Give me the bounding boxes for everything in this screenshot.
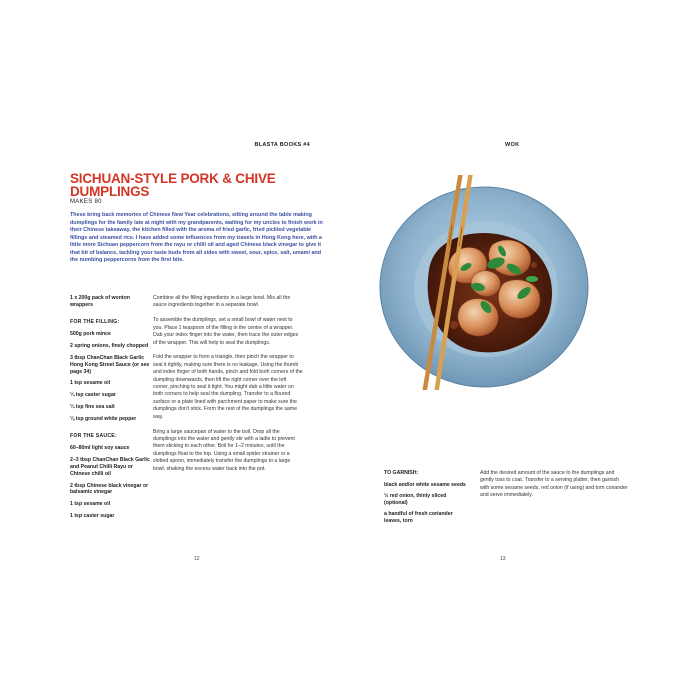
sauce-heading: FOR THE SAUCE: — [70, 432, 117, 439]
filling-item: ⅛ tsp ground white pepper — [70, 415, 137, 422]
recipe-title: SICHUAN-STYLE PORK & CHIVE DUMPLINGS — [70, 171, 276, 199]
sauce-item: 2 tbsp Chinese black vinegar or balsamic vinegar — [70, 482, 149, 496]
garnish-heading: TO GARNISH: — [384, 470, 419, 476]
garnish-item: a handful of fresh coriander leaves, torn — [384, 511, 453, 524]
filling-item: ¼ tsp fine sea salt — [70, 403, 115, 410]
sauce-item: 60–80ml light soy sauce — [70, 445, 130, 452]
recipe-intro: These bring back memories of Chinese New Year celebrations, sitting around the table making dumplings for the family late at night with my grandparents, waiting for my uncles to finish work in their Chinese takeaway, the kitchen filled with the aroma of fried garlic, fried pickled vegetable fillings and steamed rice. I have added some influences from my travels in Hong Kong here, with a little more Sichuan peppercorn from the rayu or chilli oil and aged Chinese black vinegar to give it that bit of balance, tackling your taste buds from all sides with sweet, sour, spice, salt, umami and the numbing peppercorns from the first bite. — [70, 212, 323, 263]
filling-item: 3 tbsp ChanChan Black Garlic Hong Kong Street Sauce (or see page 34) — [70, 354, 150, 375]
filling-item: 500g pork mince — [70, 331, 111, 338]
sauce-item: 1 tsp sesame oil — [70, 501, 111, 508]
sauce-item: 1 tsp caster sugar — [70, 512, 115, 519]
page-number-right: 13 — [500, 556, 506, 562]
running-head-left: BLASTA BOOKS #4 — [254, 142, 310, 148]
filling-item: 1 tsp sesame oil — [70, 380, 111, 387]
garnish-item: ½ red onion, thinly sliced (optional) — [384, 493, 447, 506]
ingredients-list — [70, 295, 152, 525]
method-step: Bring a large saucepan of water to the boil. Drop all the dumplings into the water and gently stir with a ladle to prevent them sticking to each other. Boil for 1–2 minutes, until the dumplings float to the top. Using a small spider strainer or a slotted spoon, immediately transfer the dumplings to a large bowl, shaking the excess water back into the pot. — [153, 428, 295, 472]
garnish-list — [384, 470, 469, 529]
book-spread — [60, 135, 640, 565]
filling-item: 2 spring onions, finely chopped — [70, 343, 149, 350]
method-step: To assemble the dumplings, set a small bowl of water next to you. Place 1 teaspoon of the filling in the centre of a wrapper. Dab your index finger into the water, then trace the outer edges of the wrapper. This will help to seal the dumplings. — [153, 317, 299, 346]
filling-item: ¼ tsp caster sugar — [70, 392, 116, 399]
method-step: Fold the wrapper to form a triangle, then pinch the wrapper to seal it tightly, making sure there is no leakage. Using the thumb and index finger of both hands, pinch and fold both corners of the dumpling downwards, then lift the right corner over the left corner, pinching to seal it tight. You might dab a little water on both corners to help seal the dumpling. Transfer to a floured surface or a plate lined with parchment paper to make sure the dumplings don't stick. Form the rest of the dumplings the same way. — [153, 354, 303, 420]
method-step: Combine all the filling ingredients in a large bowl. Mix all the sauce ingredients together in a separate bowl. — [153, 295, 291, 309]
running-head-right: WOK — [505, 142, 520, 148]
method-column — [153, 295, 303, 481]
left-page — [60, 135, 350, 565]
right-page — [350, 135, 640, 565]
recipe-yield: MAKES 80 — [70, 199, 102, 205]
filling-heading: FOR THE FILLING: — [70, 318, 120, 325]
page-number-left: 12 — [194, 556, 200, 562]
dumpling-bowl-illustration — [374, 175, 589, 390]
ingredient-wrappers: 1 x 200g pack of wonton wrappers — [70, 295, 130, 308]
garnish-item: black and/or white sesame seeds — [384, 481, 466, 488]
final-method-step: Add the desired amount of the sauce to the dumplings and gently toss to coat. Transfer to a serving platter, then garnish with some sesame seeds, red onion (if using) and torn coriander and serve immediately. — [480, 470, 628, 499]
sauce-item: 2–3 tbsp ChanChan Black Garlic and Peanut Chilli Rayu or Chinese chilli oil — [70, 457, 150, 477]
